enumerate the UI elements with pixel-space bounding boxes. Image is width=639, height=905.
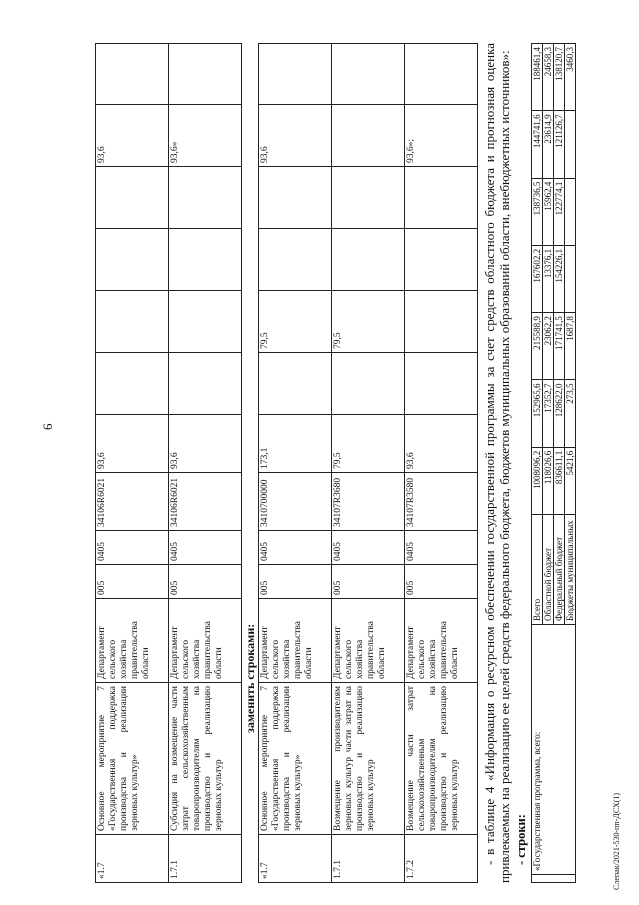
cell-id: 1.7.1 <box>332 835 405 883</box>
table-row <box>405 44 478 883</box>
cell-c6: 93,6»; <box>405 105 478 167</box>
cell-id: «1.7 <box>259 835 332 883</box>
cell-c7 <box>332 44 405 105</box>
page-number: 6 <box>40 423 55 430</box>
cell-c6: 93,6» <box>169 105 242 167</box>
cell-name: Основное мероприятие 7 «Государственная поддержка производства и реализации зерновых культур» <box>96 683 169 835</box>
cell-c5 <box>259 167 332 229</box>
cell-id: «1.7 <box>96 835 169 883</box>
resource-value: 23614,9 <box>543 111 554 178</box>
cell-id: 1.7.1 <box>169 835 242 883</box>
cell-c7 <box>259 44 332 105</box>
cell-grbs: 005 <box>405 565 478 599</box>
resource-value: 5421,6 <box>565 447 576 514</box>
cell-c2 <box>169 353 242 415</box>
new-rows-table <box>258 43 478 883</box>
old-rows-table <box>95 43 242 883</box>
cell-csr: 34106R6021 <box>96 473 169 531</box>
resource-value: 188461,4 <box>532 44 543 111</box>
cell-grbs: 005 <box>332 565 405 599</box>
cell-csr: 34107R3580 <box>405 473 478 531</box>
resource-value: 23062,2 <box>543 313 554 380</box>
cell-executor: Департамент сельского хозяйства правительства области <box>332 599 405 683</box>
table-row <box>332 44 405 883</box>
resource-label: Бюджеты муниципальных <box>565 515 576 625</box>
cell-name: Возмещение части затрат сельскохозяйственным товаропроизводителям на производство и реализацию зерновых культур <box>405 683 478 835</box>
resource-value: 171741,5 <box>554 313 565 380</box>
resource-value: 154226,1 <box>554 245 565 312</box>
cell-csr: 34106R6021 <box>169 473 242 531</box>
cell-c2 <box>405 353 478 415</box>
cell-c1: 93,6 <box>96 415 169 473</box>
resource-label: Областной бюджет <box>543 515 554 625</box>
cell-c2 <box>332 353 405 415</box>
cell-id: 1.7.2 <box>405 835 478 883</box>
replace-heading: заменить строками: <box>243 623 257 733</box>
cell-grbs: 005 <box>259 565 332 599</box>
cell-csr: 3410700000 <box>259 473 332 531</box>
cell-c6: 93,6 <box>96 105 169 167</box>
cell-name: Субсидия на возмещение части затрат сельскохозяйственным товаропроизводителям на производство и реализацию зерновых культур <box>169 683 242 835</box>
rows-label: - строки: <box>514 814 528 865</box>
cell-c5 <box>405 167 478 229</box>
resource-value: 138120,7 <box>554 44 565 111</box>
cell-c5 <box>332 167 405 229</box>
cell-rzpr: 0405 <box>169 531 242 565</box>
cell-c3 <box>96 291 169 353</box>
cell-name: Возмещение производителям зерновых культур части затрат на производство и реализацию зерновых культур <box>332 683 405 835</box>
cell-c4 <box>169 229 242 291</box>
cell-c7 <box>405 44 478 105</box>
cell-c3 <box>405 291 478 353</box>
resource-label: Всего <box>532 515 543 625</box>
cell-rzpr: 0405 <box>259 531 332 565</box>
resource-value: 128622,0 <box>554 380 565 447</box>
cell-csr: 34107R3680 <box>332 473 405 531</box>
footer-document-code: Слепак/2021-530-пп-ДСХ(1) <box>612 792 621 890</box>
resource-value: 836611,1 <box>554 447 565 514</box>
cell-c7 <box>169 44 242 105</box>
resource-value: 3460,3 <box>565 44 576 111</box>
resource-value: 121126,7 <box>554 111 565 178</box>
cell-c4 <box>259 229 332 291</box>
cell-c6 <box>332 105 405 167</box>
resource-value: 1687,8 <box>565 313 576 380</box>
cell-c5 <box>96 167 169 229</box>
resource-value: 15962,4 <box>543 178 554 245</box>
table-row <box>96 44 169 883</box>
cell-c1: 173,1 <box>259 415 332 473</box>
resource-value: 24658,3 <box>543 44 554 111</box>
cell-grbs: 005 <box>96 565 169 599</box>
cell-name: Основное мероприятие 7 «Государственная поддержка производства и реализации зерновых культур» <box>259 683 332 835</box>
resource-value <box>565 178 576 245</box>
table-row <box>259 44 332 883</box>
resource-value: 273,5 <box>565 380 576 447</box>
cell-c5 <box>169 167 242 229</box>
resource-value: 17352,7 <box>543 380 554 447</box>
cell-executor: Департамент сельского хозяйства правительства области <box>96 599 169 683</box>
cell-executor: Департамент сельского хозяйства правительства области <box>259 599 332 683</box>
resource-value: 138736,5 <box>532 178 543 245</box>
cell-c3: 79,5 <box>332 291 405 353</box>
resource-value <box>565 245 576 312</box>
cell-c1: 79,5 <box>332 415 405 473</box>
resource-value: 118026,6 <box>543 447 554 514</box>
resource-table <box>531 43 576 883</box>
cell-c6: 93,6 <box>259 105 332 167</box>
resource-value: 215588,9 <box>532 313 543 380</box>
table4-paragraph: - в таблице 4 «Информация о ресурсном обеспечении государственной программы за счет средств областного бюджета и прогнозная оценка привлекаемых на реализацию ее целей средств федерального бюджета, бюджетов муниципальных образований области, внебюджетных источников»: <box>482 43 512 883</box>
cell-c2 <box>96 353 169 415</box>
resource-label: Федеральный бюджет <box>554 515 565 625</box>
cell-c3 <box>169 291 242 353</box>
resource-value: 152965,6 <box>532 380 543 447</box>
cell-c4 <box>332 229 405 291</box>
cell-executor: Департамент сельского хозяйства правительства области <box>405 599 478 683</box>
resource-value: 122774,1 <box>554 178 565 245</box>
resource-value <box>565 111 576 178</box>
cell-grbs: 005 <box>169 565 242 599</box>
cell-c3: 79,5 <box>259 291 332 353</box>
cell-c4 <box>96 229 169 291</box>
cell-executor: Департамент сельского хозяйства правительства области <box>169 599 242 683</box>
cell-c7 <box>96 44 169 105</box>
cell-c4 <box>405 229 478 291</box>
resource-value: 1008096,2 <box>532 447 543 514</box>
cell-rzpr: 0405 <box>405 531 478 565</box>
table-row <box>169 44 242 883</box>
cell-rzpr: 0405 <box>332 531 405 565</box>
resource-value: 167602,2 <box>532 245 543 312</box>
cell-c2 <box>259 353 332 415</box>
rotated-page-content <box>95 43 625 883</box>
resource-value: 13376,1 <box>543 245 554 312</box>
resource-value: 144741,6 <box>532 111 543 178</box>
cell-c1: 93,6 <box>169 415 242 473</box>
resource-blank-cell <box>532 875 576 883</box>
cell-c1: 93,6 <box>405 415 478 473</box>
resource-row <box>532 44 543 883</box>
resource-title-cell: «Государственная программа, всего: <box>532 625 576 875</box>
cell-rzpr: 0405 <box>96 531 169 565</box>
